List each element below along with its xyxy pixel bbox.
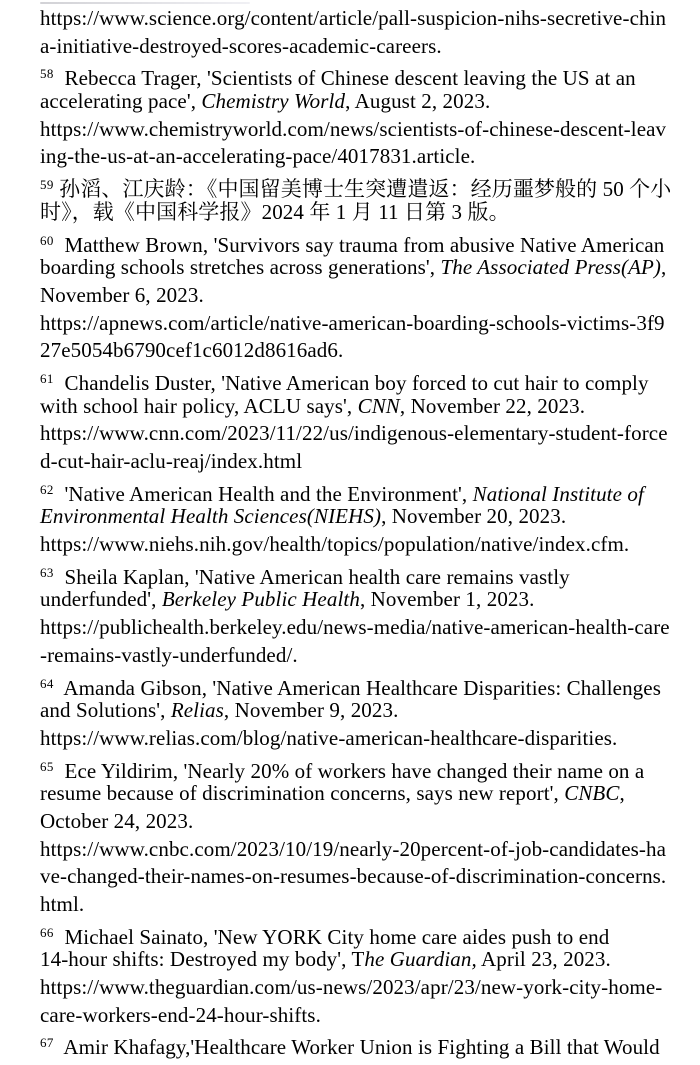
text-line bbox=[40, 1002, 682, 1030]
text-segment: and Solutions', bbox=[40, 698, 171, 723]
text-segment: Amir Khafagy,'Healthcare Worker Union is Fighting a Bill that Would bbox=[53, 1035, 660, 1060]
text-segment: Chemistry World bbox=[201, 89, 346, 114]
text-line bbox=[40, 614, 682, 642]
text-segment: Environmental Health Sciences(NIEHS) bbox=[40, 504, 382, 529]
text-segment: underfunded', bbox=[40, 587, 162, 612]
text-line bbox=[40, 670, 682, 698]
text-segment: https://www.niehs.nih.gov/health/topics/population/native/index.cfm. bbox=[40, 532, 630, 557]
text-line bbox=[40, 365, 682, 393]
text-segment: care-workers-end-24-hour-shifts. bbox=[40, 1002, 321, 1027]
text-line bbox=[40, 891, 682, 919]
text-segment: boarding schools stretches across generations', bbox=[40, 255, 441, 280]
text-segment: , November 20, 2023. bbox=[381, 504, 567, 529]
text-segment: 14-hour shifts: Destroyed my body', T bbox=[40, 947, 365, 972]
text-segment: -remains-vastly-underfunded/. bbox=[40, 642, 298, 667]
footnote-marker: 62 bbox=[40, 481, 54, 497]
text-line bbox=[40, 60, 682, 91]
text-line bbox=[40, 753, 682, 781]
text-line bbox=[40, 919, 682, 947]
text-line bbox=[40, 863, 682, 891]
text-line bbox=[40, 1029, 682, 1060]
text-segment: April 23, 2023. bbox=[476, 947, 611, 972]
text-line bbox=[40, 254, 682, 282]
text-line bbox=[40, 88, 682, 116]
text-line bbox=[40, 33, 682, 61]
text-segment: CNBC bbox=[564, 781, 620, 806]
text-segment: https://apnews.com/article/native-american-boarding-schools-victims-3f9 bbox=[40, 310, 665, 335]
footnote-lines bbox=[40, 5, 682, 1060]
text-line bbox=[40, 227, 682, 255]
text-segment: Relias bbox=[170, 698, 224, 723]
text-segment: The Associated Press(AP) bbox=[440, 255, 662, 280]
text-segment: Rebecca Trager, 'Scientists of Chinese descent leaving the US at an bbox=[53, 66, 636, 91]
text-segment: , August 2, 2023. bbox=[345, 89, 491, 114]
text-segment: ing-the-us-at-an-accelerating-pace/4017831.article. bbox=[40, 144, 476, 169]
cropped-previous-line-rule bbox=[40, 2, 250, 4]
text-line bbox=[40, 393, 682, 421]
text-line bbox=[40, 531, 682, 559]
text-line bbox=[40, 116, 682, 144]
text-segment: 时》，载《中国科学报》2024 年 1 月 11 日第 3 版。 bbox=[40, 199, 510, 224]
text-segment: 'Native American Health and the Environment', bbox=[53, 481, 473, 506]
footnote-marker: 58 bbox=[40, 66, 54, 82]
text-line bbox=[40, 448, 682, 476]
footnote-marker: 67 bbox=[40, 1035, 54, 1051]
footnote-marker: 64 bbox=[40, 675, 54, 691]
text-line bbox=[40, 559, 682, 587]
text-segment: October 24, 2023. bbox=[40, 808, 194, 833]
text-segment: https://www.relias.com/blog/native-american-healthcare-disparities. bbox=[40, 725, 618, 750]
text-line bbox=[40, 143, 682, 171]
text-segment: https://www.science.org/content/article/pall-suspicion-nihs-secretive-chin bbox=[40, 6, 667, 30]
footnote-marker: 61 bbox=[40, 370, 54, 386]
text-segment: , bbox=[619, 781, 625, 806]
text-segment: , bbox=[661, 255, 667, 280]
text-segment: Sheila Kaplan, 'Native American health care remains vastly bbox=[53, 564, 570, 589]
text-segment: Ece Yildirim, 'Nearly 20% of workers have changed their name on a bbox=[53, 758, 645, 783]
text-line bbox=[40, 337, 682, 365]
text-segment: accelerating pace', bbox=[40, 89, 202, 114]
text-segment: , November 9, 2023. bbox=[223, 698, 399, 723]
text-line bbox=[40, 282, 682, 310]
text-line bbox=[40, 836, 682, 864]
text-segment: a-initiative-destroyed-scores-academic-careers. bbox=[40, 33, 442, 58]
text-segment: he Guardian, bbox=[364, 947, 477, 972]
footnote-marker: 65 bbox=[40, 758, 54, 774]
footnote-marker: 60 bbox=[40, 232, 54, 248]
text-segment: National Institute of bbox=[472, 481, 644, 506]
text-line bbox=[40, 697, 682, 725]
footnote-marker: 66 bbox=[40, 924, 54, 940]
text-segment: with school hair policy, ACLU says', bbox=[40, 393, 358, 418]
text-line bbox=[40, 171, 682, 202]
text-segment: 孙滔、江庆龄：《中国留美博士生突遭遣返：经历噩梦般的 50 个小 bbox=[53, 177, 672, 202]
text-segment: , November 22, 2023. bbox=[399, 393, 586, 418]
text-segment: html. bbox=[40, 892, 85, 916]
text-line bbox=[40, 780, 682, 808]
text-segment: Amanda Gibson, 'Native American Healthcare Disparities: Challenges bbox=[53, 675, 661, 700]
footnote-marker: 59 bbox=[40, 177, 54, 193]
text-line bbox=[40, 974, 682, 1002]
text-line bbox=[40, 5, 682, 33]
text-segment: d-cut-hair-aclu-reaj/index.html bbox=[40, 449, 303, 473]
text-segment: ve-changed-their-names-on-resumes-because-of-discrimination-concerns. bbox=[40, 864, 667, 889]
text-segment: November 6, 2023. bbox=[40, 282, 204, 307]
text-line bbox=[40, 199, 682, 227]
text-segment: https://www.theguardian.com/us-news/2023/apr/23/new-york-city-home- bbox=[40, 975, 663, 1000]
text-line bbox=[40, 476, 682, 504]
text-line bbox=[40, 420, 682, 448]
text-segment: Michael Sainato, 'New YORK City home care aides push to end bbox=[53, 924, 610, 949]
text-segment: , November 1, 2023. bbox=[359, 587, 535, 612]
text-segment: https://www.chemistryworld.com/news/scientists-of-chinese-descent-leav bbox=[40, 116, 667, 141]
text-line bbox=[40, 642, 682, 670]
footnote-marker: 63 bbox=[40, 564, 54, 580]
text-line bbox=[40, 586, 682, 614]
text-segment: resume because of discrimination concerns, says new report', bbox=[40, 781, 565, 806]
text-segment: https://www.cnn.com/2023/11/22/us/indigenous-elementary-student-force bbox=[40, 421, 668, 446]
text-line bbox=[40, 503, 682, 531]
text-line bbox=[40, 808, 682, 836]
text-segment: CNN bbox=[357, 393, 400, 418]
text-line bbox=[40, 725, 682, 753]
text-segment: Berkeley Public Health bbox=[161, 587, 360, 612]
text-segment: 27e5054b6790cef1c6012d8616ad6. bbox=[40, 338, 344, 363]
text-line bbox=[40, 310, 682, 338]
text-segment: https://www.cnbc.com/2023/10/19/nearly-20percent-of-job-candidates-ha bbox=[40, 836, 667, 861]
text-segment: https://publichealth.berkeley.edu/news-media/native-american-health-care bbox=[40, 615, 670, 640]
text-line bbox=[40, 946, 682, 974]
text-segment: Chandelis Duster, 'Native American boy forced to cut hair to comply bbox=[53, 370, 649, 395]
text-segment: Matthew Brown, 'Survivors say trauma from abusive Native American bbox=[53, 232, 665, 257]
